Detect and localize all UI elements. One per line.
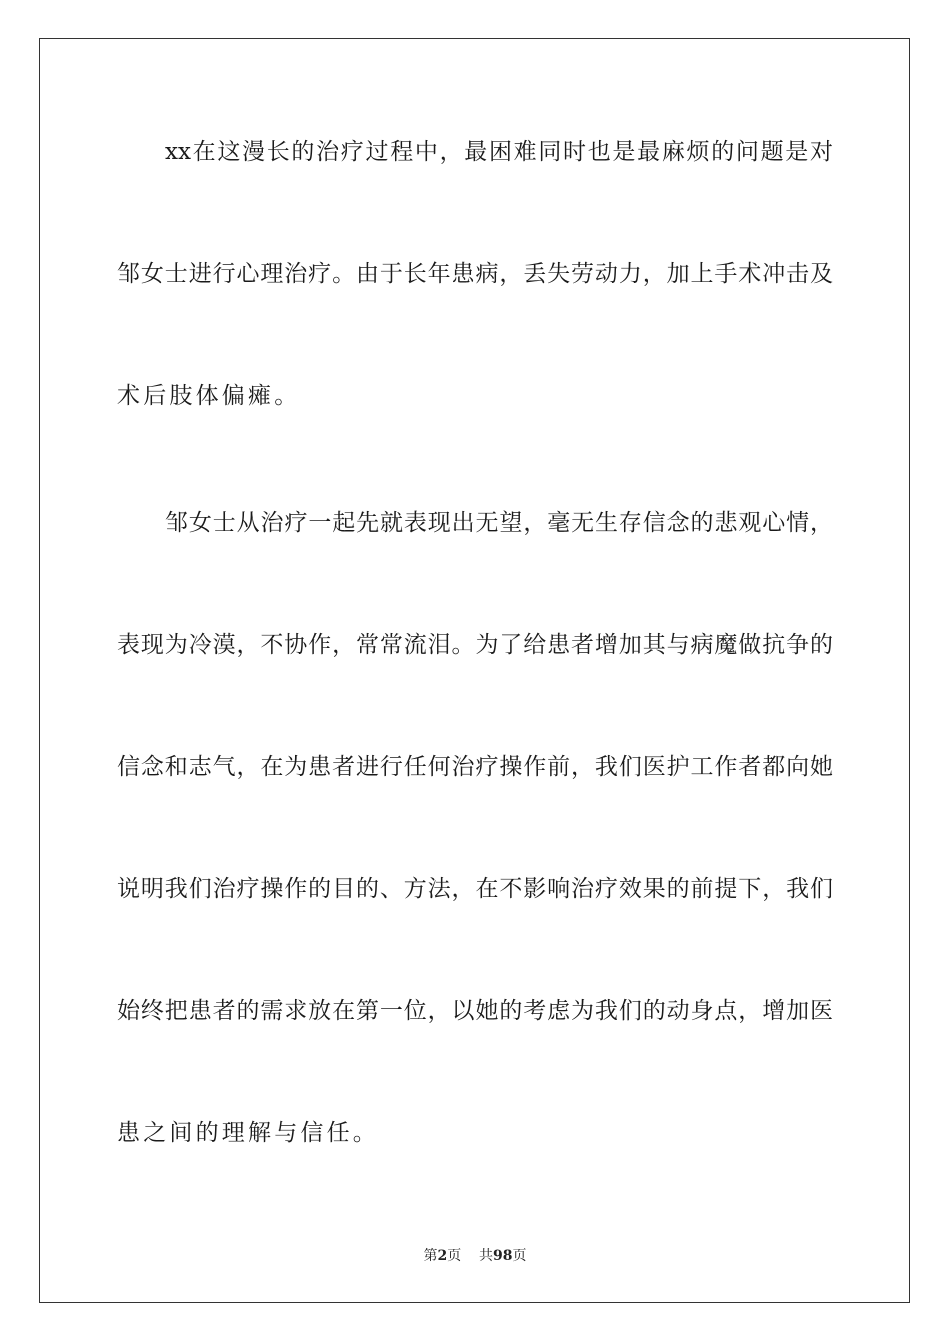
total-suffix: 页 xyxy=(512,1248,527,1264)
paragraph-1-line-3: 术后肢体偏瘫。 xyxy=(117,383,301,409)
paragraph-1-line-1: xx在这漫长的治疗过程中，最困难同时也是最麻烦的问题是对 xyxy=(165,139,833,165)
page-footer xyxy=(0,1247,950,1265)
paragraph-2-line-4: 说明我们治疗操作的目的、方法，在不影响治疗效果的前提下，我们 xyxy=(117,876,833,902)
paragraph-1-line-2: 邹女士进行心理治疗。由于长年患病，丢失劳动力，加上手术冲击及 xyxy=(117,261,833,287)
paragraph-2-line-2: 表现为冷漠，不协作，常常流泪。为了给患者增加其与病魔做抗争的 xyxy=(117,632,833,658)
paragraph-2-line-5: 始终把患者的需求放在第一位，以她的考虑为我们的动身点，增加医 xyxy=(117,998,833,1024)
page-suffix: 页 xyxy=(447,1248,462,1264)
paragraph-2-line-1: 邹女士从治疗一起先就表现出无望，毫无生存信念的悲观心情， xyxy=(165,510,833,536)
paragraph-2-line-6: 患之间的理解与信任。 xyxy=(117,1120,379,1146)
page-prefix: 第 xyxy=(423,1248,438,1264)
paragraph-2-line-3: 信念和志气，在为患者进行任何治疗操作前，我们医护工作者都向她 xyxy=(117,754,833,780)
total-prefix: 共 xyxy=(479,1248,494,1264)
page-border xyxy=(39,38,910,1303)
total-pages: 98 xyxy=(493,1248,513,1264)
page-number: 2 xyxy=(437,1248,448,1264)
